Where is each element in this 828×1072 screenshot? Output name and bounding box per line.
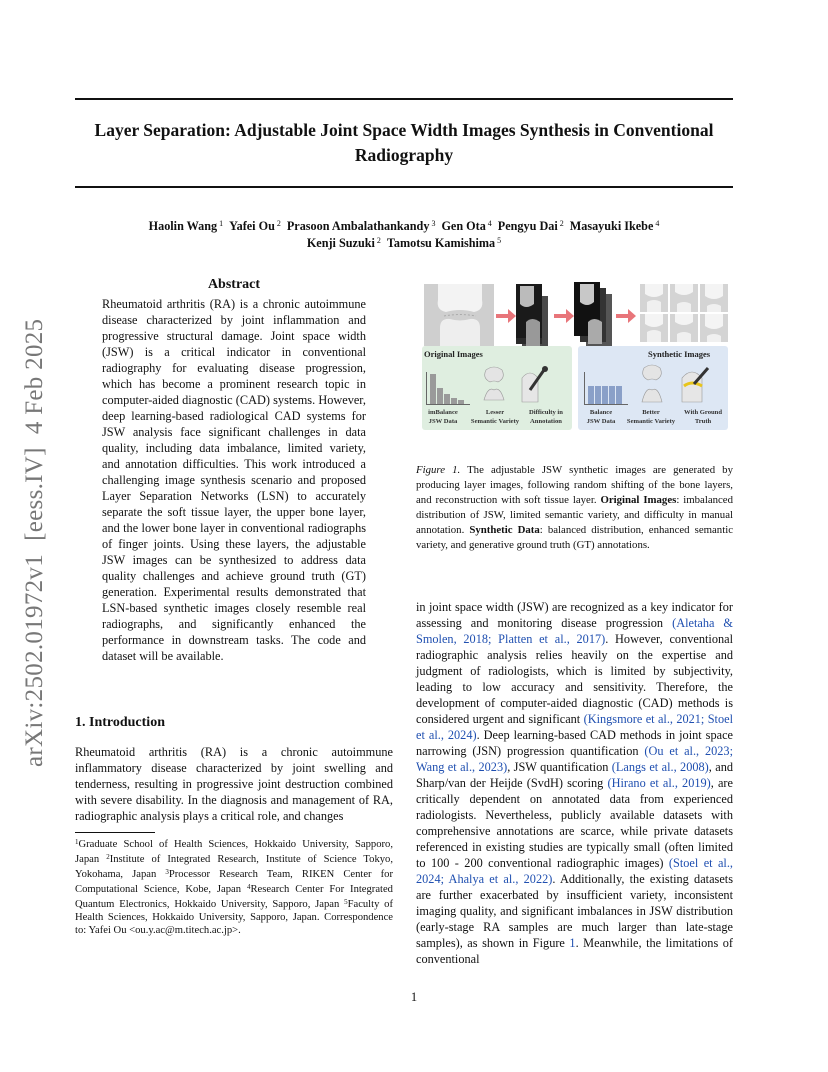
top-rule <box>75 98 733 100</box>
figure-1-caption <box>416 463 733 553</box>
author-name: Yafei Ou $^2$ <box>229 219 281 233</box>
author-name: Haolin Wang $^1$ <box>148 219 224 233</box>
author-name: Masayuki Ikebe $^4$ <box>569 219 660 233</box>
arxiv-identifier: arXiv:2502.01972v1 [eess.IV] 4 Feb 2025 <box>21 318 48 767</box>
ground-truth-caption: With Ground Truth <box>683 409 723 425</box>
figure-1 <box>416 282 734 432</box>
affiliation-text: Graduate School of Health Sciences, Hokkaido University, Sapporo, Japan <box>75 839 393 865</box>
footnote-marker: 4 <box>246 883 251 891</box>
arrow-right-icon <box>616 309 636 323</box>
author-list-second-line <box>75 233 733 251</box>
affiliation-marker: 4 <box>485 219 492 228</box>
footnote-marker: 5 <box>344 898 348 906</box>
affiliation-marker: 2 <box>274 219 281 228</box>
original-joint-image <box>424 284 494 346</box>
page-number: 1 <box>410 990 418 1004</box>
introduction-body <box>75 744 393 824</box>
introduction-text: Rheumatoid arthritis (RA) is a chronic autoimmune inflammatory disease characterized by joint swelling and tenderness, resulting in progressive joint destruction combined with severe disability. In the diagnosis and management of RA, radiographic analysis plays a critical role, and changes <box>75 745 393 823</box>
caption-text: The adjustable JSW synthetic images are generated by producing layer images, following random shifting of the bone layers, and reconstruction with soft tissue layer. <box>416 464 733 506</box>
abstract-body <box>102 296 366 664</box>
synthetic-image-grid <box>640 284 728 342</box>
annotation-difficulty-caption: Difficulty in Annotation <box>529 409 563 425</box>
affiliation-marker: 2 <box>557 219 564 228</box>
body-text: , and Sharp/van der Heijde (SvdH) scoring <box>416 760 734 790</box>
author-list <box>75 216 733 234</box>
citation-link[interactable]: (Langs et al., 2008) <box>611 760 709 774</box>
abstract-text: Rheumatoid arthritis (RA) is a chronic autoimmune disease characterized by joint inflammation and progressive structural damage. Joint space width (JSW) is a critical indicator in conventional radiography for evaluating disease progression, which has become a prominent research topic in computer-aided diagnostic (CAD) systems. However, deep learning-based radiological CAD systems for JSW analysis face significant challenges in data quality, including data imbalance, limited variety, and annotation difficulties. This work introduced a challenging image synthesis scenario and proposed Layer Separation Networks (LSN) to accurately separate the soft tissue layer, the upper bone layer, and the lower bone layer in conventional radiographs of finger joints. Using these layers, the adjustable JSW images can be synthesized to address data quality challenges and achieve ground truth (GT) generation. Experimental results demonstrated that LSN-based synthetic images closely resemble real radiographs, and significantly enhanced the performance in downstream tasks. The code and dataset will be available. <box>102 297 366 663</box>
abstract-heading: Abstract <box>207 277 261 292</box>
imbalance-caption: imBalance JSW Data <box>428 409 458 425</box>
affiliation-marker: 5 <box>495 236 502 245</box>
footnote-marker: 1 <box>75 838 79 846</box>
figure-label: Figure 1. <box>416 464 461 476</box>
affiliation-marker: 4 <box>653 219 660 228</box>
caption-text: : imbalanced distribution of JSW, limited semantic variety, and difficulty in manual annotation. <box>416 494 733 536</box>
introduction-continued <box>416 599 733 967</box>
body-text: . Deep learning-based CAD methods in joint space narrowing (JSN) progression quantification <box>416 728 733 758</box>
author-name: Pengyu Dai $^2$ <box>497 219 564 233</box>
body-text: . Meanwhile, the limitations of conventional <box>416 936 733 966</box>
author-name: Kenji Suzuki $^2$ <box>306 236 381 250</box>
synthetic-images-label: Synthetic Images <box>648 349 711 359</box>
affiliation-marker: 2 <box>374 236 381 245</box>
caption-text: : balanced distribution, enhanced semantic variety, and generative ground truth (GT) annotations. <box>416 524 733 551</box>
citation-link[interactable]: (Aletaha & Smolen, 2018; Platten et al., 2017) <box>416 616 733 646</box>
affiliation-footnote <box>75 836 393 937</box>
title-bottom-rule <box>75 186 733 188</box>
footnote-rule <box>75 832 155 833</box>
caption-bold: Synthetic Data <box>469 524 540 536</box>
affiliation-marker: 3 <box>429 219 436 228</box>
better-variety-caption: Better Semantic Variety <box>626 409 676 425</box>
footnote-marker: 2 <box>106 853 110 861</box>
original-images-label: Original Images <box>424 349 483 359</box>
citation-link[interactable]: (Kingsmore et al., 2021; Stoel et al., 2024) <box>416 712 733 742</box>
author-name: Tamotsu Kamishima $^5$ <box>386 236 502 250</box>
body-text: in joint space width (JSW) are recognized as a key indicator for assessing and monitoring disease progression <box>416 600 733 630</box>
affiliation-text: Research Center For Integrated Quantum Electronics, Hokkaido University, Sapporo, Japan <box>75 884 393 910</box>
layer-stack-2 <box>574 282 612 348</box>
affiliation-marker: 1 <box>217 219 224 228</box>
body-text: , are critically dependent on annotated data from experienced radiologists. Nevertheless, publicly available datasets with comprehensive annotations are scarce, while private datasets referenced in existing studies are typically small (often limited to 100 - 200 conventional radiographic images) <box>416 776 733 870</box>
affiliation-text: Processor Research Team, RIKEN Center for Computational Science, Kobe, Japan <box>75 869 393 895</box>
lesser-variety-caption: Lesser Semantic Variety <box>470 409 520 425</box>
citation-link[interactable]: (Hirano et al., 2019) <box>607 776 711 790</box>
affiliation-text: Faculty of Health Sciences, Hokkaido University, Sapporo, Japan. Correspondence to: Yafei Ou <ou.y.ac@m.titech.ac.jp>. <box>75 899 393 936</box>
body-text: . However, conventional radiographic analysis relies heavily on the expertise and judgment of radiologists, which is limited by subjectivity, leading to low accuracy and sensitivity. Therefore, the development of computer-aided diagnostic (CAD) methods is considered urgent and significant <box>416 632 733 726</box>
introduction-heading: 1. Introduction <box>75 715 165 730</box>
citation-link[interactable]: 1 <box>569 936 576 950</box>
author-name: Gen Ota $^4$ <box>441 219 492 233</box>
arrow-right-icon <box>554 309 574 323</box>
balance-caption: Balance JSW Data <box>586 409 616 425</box>
body-text: . Additionally, the existing datasets are further exacerbated by insufficient variety, inconsistent imaging quality, and significant imbalances in JSW distribution (early-stage RA samples are much larger than late-stage samples), as shown in Figure <box>416 872 733 950</box>
paper-title: Layer Separation: Adjustable Joint Space Width Images Synthesis in Conventional Radiography <box>94 120 714 165</box>
author-name: Prasoon Ambalathankandy $^3$ <box>286 219 436 233</box>
caption-bold: Original Images <box>600 494 677 506</box>
footnote-marker: 3 <box>165 868 169 876</box>
citation-link[interactable]: (Stoel et al., 2024; Ahalya et al., 2022) <box>416 856 733 886</box>
citation-link[interactable]: (Ou et al., 2023; Wang et al., 2023) <box>416 744 733 774</box>
layer-stack-1 <box>516 284 548 350</box>
arrow-right-icon <box>496 309 516 323</box>
affiliation-text: Institute of Integrated Research, Institute of Science Tokyo, Yokohama, Japan <box>75 854 393 880</box>
body-text: , JSW quantification <box>507 760 612 774</box>
